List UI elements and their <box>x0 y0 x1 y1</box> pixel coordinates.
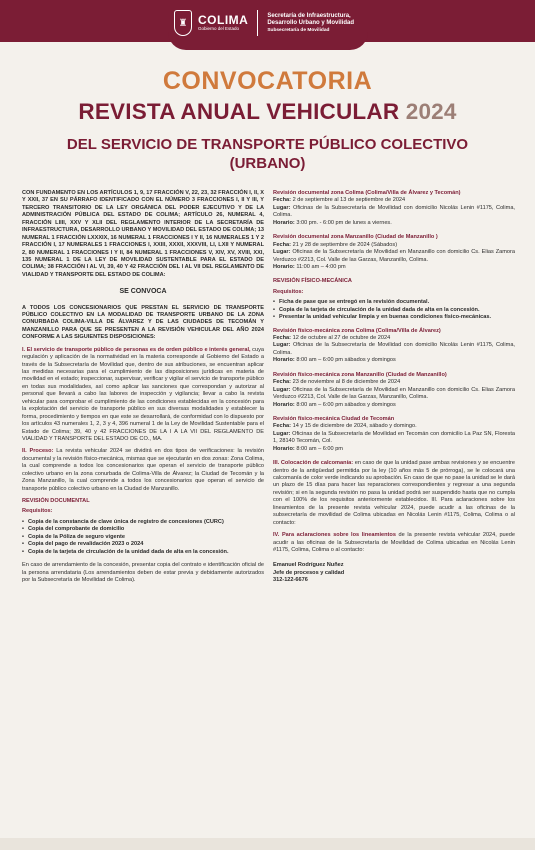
colima-logo <box>198 14 248 32</box>
section-i-text: cuya regulación y aplicación de la normatividad en la materia corresponde al Gobierno del Estado a través de la Subsecretaría de Movilidad que, dentro de sus atribuciones, se encuentran aplicar las medidas necesarias para el cumplimiento de las disposiciones jurídicas en materia de movilidad en el estado; inspeccionar, supervisar, verificar y vigilar el servicio de transporte público en todas sus modalidades, así como aplicar las sanciones que correspondan y autorizar al personal que llevará a cabo las labores de inspección y vigilancia; llevar a cabo la revista vehicular para comprobar el cumplimiento de las condiciones establecidas en la concesión para la explotación del servicio de transporte público en sus diversas modalidades y establecer la forma, procedimiento y tiempos en que este se desarrollará, de conformidad con lo dispuesto por los artículos 43 numerales 1, 2, 3 y 4, 396 numeral 1 de la Ley de Movilidad Sustentable para el Estado de Colima; 39, 40 y 42 FRACCIONES DE LA I A LA VII DEL REGLAMENTO DE VIALIDAD Y TRANSPORTE DEL ESTADO DE CO., MA. <box>22 346 264 442</box>
doc-requirement-item: • Copia de la constancia de clave única de registro de concesiones (CURC) <box>22 519 264 526</box>
fm-colima-place <box>273 342 515 357</box>
fm-tecoman-hours <box>273 446 515 453</box>
label: Lugar: <box>273 204 291 211</box>
doc-requirement-item: • Copia del pago de revalidación 2023 o 2024 <box>22 541 264 548</box>
value: Oficinas de la Subsecretaría de Movilidad con domicilio Nicolás Lenin #1175, Colima, Colima. <box>273 342 515 356</box>
fm-manzanillo-place <box>273 387 515 402</box>
doc-colima-date <box>273 197 515 204</box>
value: 3:00 pm. - 6:00 pm de lunes a viernes. <box>294 219 392 226</box>
section-iv-text: de la presente revista vehicular 2024, puede acudir a las oficinas de la Subsecretaría de Movilidad de Colima ubicadas en Nicolás Lenin #1175, Colima, Colima o al contacto: <box>273 532 515 553</box>
doc-colima-heading: Revisión documental zona Colima (Colima/Villa de Álvarez y Tecomán) <box>273 190 461 196</box>
doc-requirement-item: • Copia de la tarjeta de circulación de la unidad dada de alta en la concesión. <box>22 549 264 556</box>
org-line-1: Secretaría de Infraestructura, <box>267 12 351 19</box>
fm-colima-block <box>273 328 515 365</box>
label: Horario: <box>273 263 295 270</box>
label: Lugar: <box>273 386 291 393</box>
value: 21 y 28 de septiembre de 2024 (Sábados) <box>291 241 398 248</box>
fm-requirements-label: Requisitos: <box>273 288 304 295</box>
coat-of-arms-icon: ♜ <box>174 10 192 36</box>
fm-manzanillo-block <box>273 372 515 409</box>
value: Oficinas de la Subsecretaría de Movilidad en Tecomán con domicilio La Paz SN, Floresta 1, 28140 Tecomán, Col. <box>273 430 515 445</box>
doc-manzanillo-hours <box>273 264 515 271</box>
doc-review-heading: REVISIÓN DOCUMENTAL <box>22 498 90 505</box>
doc-colima-place <box>273 205 515 220</box>
label: Fecha: <box>273 379 292 386</box>
label: Fecha: <box>273 241 292 248</box>
fm-manzanillo-heading: Revisión físico-mecánica zona Manzanillo (Ciudad de Manzanillo) <box>273 371 447 378</box>
org-line-2: Desarrollo Urbano y Movilidad <box>267 20 355 26</box>
section-iv <box>273 532 515 554</box>
section-ii <box>22 448 264 493</box>
signature-block <box>273 562 515 585</box>
doc-manzanillo-date <box>273 242 515 249</box>
value: Oficinas de la Subsecretaría de Movilidad en Manzanillo con domicilio Cs. Elias Zamora Verduzco #2213, Col. Valle de las Garzas, Manzanillo, Colima. <box>273 249 515 263</box>
doc-manzanillo-place <box>273 249 515 264</box>
doc-requirements-list <box>22 519 264 556</box>
value: Oficinas de la Subsecretaría de Movilidad en Manzanillo con domicilio Cs. Elias Zamora Verduzco #2213, Col. Valle de las Garzas, Manzanillo, Colima. <box>273 386 515 401</box>
section-ii-heading: II. Proceso: <box>22 448 54 455</box>
title-revista-text: REVISTA ANUAL VEHICULAR <box>78 99 400 124</box>
section-i-heading: I. El servicio de transporte público de personas es de orden público e interés general, <box>22 346 251 353</box>
org-line-3: Subsecretaría de Movilidad <box>267 27 330 33</box>
value: 8:00 am – 6:00 pm sábados y domingos <box>294 401 396 408</box>
doc-requirement-item: • Copia del comprobante de domicilio <box>22 526 264 533</box>
fm-requirements-list <box>273 299 515 321</box>
contact-phone: 312-122-6676 <box>273 577 308 584</box>
label: Horario: <box>273 357 295 364</box>
value: 8:00 am – 6:00 pm <box>294 445 343 452</box>
org-name <box>267 13 354 34</box>
fm-requirement-item: • Presentar la unidad vehicular limpia y en buenas condiciones físico-mecánicas. <box>273 314 515 321</box>
right-column <box>273 190 515 585</box>
se-convoca-heading: SE CONVOCA <box>119 288 167 296</box>
value: 2 de septiembre al 13 de septiembre de 2024 <box>291 197 406 204</box>
section-i <box>22 347 264 444</box>
value: 14 y 15 de diciembre de 2024, sábado y domingo. <box>291 423 417 430</box>
doc-manzanillo-block <box>273 234 515 271</box>
doc-requirements-label: Requisitos: <box>22 508 53 515</box>
fm-tecoman-date <box>273 423 515 430</box>
convoca-text: A TODOS LOS CONCESIONARIOS QUE PRESTAN EL SERVICIO DE TRANSPORTE PÚBLICO COLECTIVO EN LA MODALIDAD DE TRANSPORTE URBANO DE LA ZONA CONURBADA COLIMA-VILLA DE ÁLVAREZ Y DE LAS CIUDADES DE TECOMÁN Y MANZANILLO PARA QUE SE PRESENTEN A LA REVISIÓN VEHICULAR DEL AÑO 2024 CONFORME A LAS SIGUIENTES DISPOSICIONES: <box>22 304 264 341</box>
label: Lugar: <box>273 430 291 437</box>
fm-review-heading: REVISIÓN FÍSICO-MECÁNICA <box>273 278 352 285</box>
title-revista <box>0 99 535 125</box>
lease-note: En caso de arrendamiento de la concesión, presentar copia del contrato e identificación oficial de la persona arrendataria (Los arrendamientos deben de estar previa y debidamente autorizados por la Subsecretaría de Movilidad de Colima). <box>22 562 264 583</box>
fm-tecoman-block <box>273 416 515 453</box>
fm-tecoman-place <box>273 431 515 446</box>
title-servicio: DEL SERVICIO DE TRANSPORTE PÚBLICO COLECTIVO (URBANO) <box>66 136 469 172</box>
header-brand <box>174 6 354 40</box>
value: 23 de noviembre al 8 de diciembre de 2024 <box>291 379 401 386</box>
signer-name: Emanuel Rodríguez Nuñez <box>273 562 344 569</box>
fm-colima-heading: Revisión físico-mecánica zona Colima (Colima/Villa de Álvarez) <box>273 327 441 334</box>
doc-requirement-item: • Copia de la Póliza de seguro vigente <box>22 534 264 541</box>
value: Oficinas de la Subsecretaría de Movilidad con domicilio Nicolás Lenin #1175, Colima, Colima. <box>273 204 515 219</box>
fm-requirement-item: • Ficha de pase que se entregó en la revisión documental. <box>273 299 515 306</box>
fm-manzanillo-hours <box>273 402 515 409</box>
signer-role: Jefe de procesos y calidad <box>273 569 345 576</box>
title-year: 2024 <box>405 99 457 124</box>
label: Lugar: <box>273 342 291 349</box>
brand-divider <box>257 10 258 36</box>
value: 11:00 am – 4:00 pm <box>294 263 346 270</box>
title-convocatoria: CONVOCATORIA <box>162 67 373 95</box>
doc-colima-hours <box>273 220 515 227</box>
label: Fecha: <box>273 335 292 341</box>
footer-band <box>0 838 535 850</box>
value: 8:00 am – 6:00 pm sábados y domingos <box>294 357 396 364</box>
section-iii-heading: III. Colocación de calcomanía: <box>273 460 354 467</box>
legal-basis: CON FUNDAMENTO EN LOS ARTÍCULOS 1, 9, 17 FRACCIÓN V, 22, 23, 32 FRACCIÓN I, II, X Y XXII, 37 EN SU PÁRRAFO IDENTIFICADO CON EL NÚMERO 3 FRACCIONES I, II Y III, Y TERCERO TRANSITORIO DE LA LEY ORGÁNICA DEL PODER EJECUTIVO Y DE LA ADMINISTRACIÓN PÚBLICA DEL ESTADO DE COLIMA; ARTÍCULO 26, NUMERAL 4, FRACCIÓN LIIII, XXV Y XLII DEL REGLAMENTO INTERIOR DE LA SECRETARÍA DE INFRAESTRUCTURA, DESARROLLO URBANO Y MOVILIDAD DEL ESTADO DE COLIMA; 13 NUMERAL 1 FRACCIÓN LXXXIX, 16 NUMERAL 1 FRACCIONES I Y II, 16 NUMERALES 1 Y 2 FRACCIÓN I, 17 NUMERALES 1 FRACCIONES I, XXIII, XXXII, XXXVIII, LI, LXII Y NUMERAL 2, 80 NUMERAL 1 FRACCIONES I Y II, 84 NUMERAL 1 FRACCIONES V, XIV, XV, XVIII, XXI, 135 NUMERAL 1 DE LA LEY DE MOVILIDAD SUSTENTABLE PARA EL ESTADO DE COLIMA; 38 FRACCIÓN I AL VI, 39, 40 Y 42 FRACCIÓN DEL I AL VII DEL REGLAMENTO DE VIALIDAD Y TRANSPORTE DEL ESTADO DE COLIMA: <box>22 190 264 278</box>
section-ii-text: La revista vehicular 2024 se dividirá en dos tipos de verificaciones: la revisión documental y la revisión físico-mecánica, mismas que se ejecutarán en dos zonas: Zona Colima, la cual comprende a todos los concesionarios que operan el servicio de transporte público colectivo urbano en la zona conurbada de Colima-Villa de Álvarez; la Ciudad de Tecomán y la Zona Manzanillo, la cual comprende a todos los concesionarios que operan el servicio de transporte público colectivo urbano en la Ciudad de Manzanillo. <box>22 448 264 492</box>
fm-tecoman-heading: Revisión físico-mecánica Ciudad de Tecomán <box>273 415 395 422</box>
fm-manzanillo-date <box>273 379 515 386</box>
label: Lugar: <box>273 249 291 256</box>
label: Horario: <box>273 219 295 226</box>
logo-subtitle: Gobierno del Estado <box>198 26 240 32</box>
section-iv-heading: IV. Para aclaraciones sobre los lineamientos <box>273 532 396 539</box>
fm-requirement-item: • Copia de la tarjeta de circulación de la unidad dada de alta en la concesión. <box>273 307 515 314</box>
doc-manzanillo-heading: Revisión documental zona Manzanillo (Ciudad de Manzanillo ) <box>273 234 438 241</box>
doc-colima-block <box>273 190 515 227</box>
label: Fecha: <box>273 197 292 204</box>
logo-word: COLIMA <box>198 13 249 28</box>
label: Fecha: <box>273 423 292 430</box>
section-iii <box>273 460 515 527</box>
fm-colima-date <box>273 335 515 342</box>
left-column <box>22 190 264 589</box>
label: Horario: <box>273 445 295 452</box>
section-iii-text: en caso de que la unidad pase ambas revisiones y se encuentre dentro de la antigüedad permitida por la ley (10 años más 5 de prórroga), se le colocará una calcomanía de color verde indicando su aprobación. En caso de que no pase la unidad se le dará un plazo de 15 días para hacer las reparaciones correspondientes y regresar a una segunda revisión; si en la segunda revisión no pasa la unidad podrá ser suspendido hasta que no cumpla con el 100% de los requisitos anteriormente establecidos. III. Para aclaraciones sobre los lineamientos de la presente revista vehicular 2024, puede acudir a las oficinas de la subsecretaría de movilidad de Colima ubicadas en Nicolás Lenin #1175, Colima, Colima o al contacto: <box>273 460 515 526</box>
value: 12 de octubre al 27 de octubre de 2024 <box>291 335 391 341</box>
fm-colima-hours <box>273 357 515 364</box>
label: Horario: <box>273 401 295 408</box>
